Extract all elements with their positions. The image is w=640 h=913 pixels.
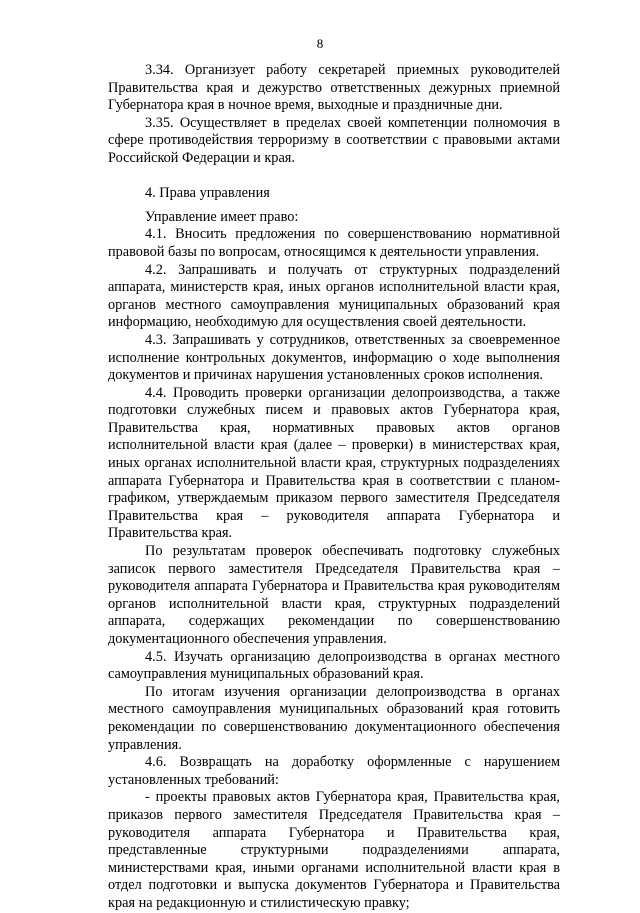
paragraph-3-35: 3.35. Осуществляет в пределах своей компетенции полномочия в сфере противодействия терроризму в соответствии с правовыми актами Российской Федерации и края.: [108, 114, 560, 166]
document-body: [108, 62, 560, 913]
paragraph-4-2: 4.2. Запрашивать и получать от структурных подразделений аппарата, министерств края, иных органов исполнительной власти края, органов местного самоуправления муниципальных образований края информацию, необходимую для осуществления своей деятельности.: [108, 261, 560, 331]
paragraph-4-6: 4.6. Возвращать на доработку оформленные с нарушением установленных требований:: [108, 754, 560, 788]
paragraph-4-4-results: По результатам проверок обеспечивать подготовку служебных записок первого заместителя Председателя Правительства края – руководителя аппарата Губернатора и Правительства края руководителям органов исполнительной власти края, структурных подразделений аппарата, содержащих рекомендации по совершенствованию документационного обеспечения управления.: [108, 543, 560, 647]
section-intro: Управление имеет право:: [145, 208, 299, 225]
paragraph-4-6-item: - проекты правовых актов Губернатора края, Правительства края, приказов первого заместителя Председателя Правительства края – руководителя аппарата Губернатора и Правительства края, представленные структурными подразделениями аппарата, министерствами края, иными органами исполнительной власти края в отдел подготовки и выпуска документов Губернатора и Правительства края на редакционную и стилистическую правку;: [108, 789, 560, 911]
paragraph-4-3: 4.3. Запрашивать у сотрудников, ответственных за своевременное исполнение контрольных документов, информацию о ходе выполнения документов и причинах нарушения установленных сроков исполнения.: [108, 331, 560, 384]
page-number: 8: [316, 36, 324, 51]
paragraph-4-5-results: По итогам изучения организации делопроизводства в органах местного самоуправления муниципальных образований края готовить рекомендации по совершенствованию документационного обеспечения управления.: [108, 683, 560, 753]
paragraph-4-1: 4.1. Вносить предложения по совершенствованию нормативной правовой базы по вопросам, относящимся к деятельности управления.: [108, 226, 560, 260]
paragraph-4-5: 4.5. Изучать организацию делопроизводства в органах местного самоуправления муниципальных образований края.: [108, 648, 560, 683]
section-heading-4: 4. Права управления: [145, 185, 270, 202]
paragraph-4-4: 4.4. Проводить проверки организации делопроизводства, а также подготовки служебных писем и правовых актов Губернатора края, Правительства края, нормативных правовых актов органов исполнительной власти края (далее – проверки) в министерствах края, иных органах исполнительной власти края, структурных подразделениях аппарата Губернатора и Правительства края в соответствии с планом-графиком, утверждаемым приказом первого заместителя Председателя Правительства края – руководителя аппарата Губернатора и Правительства края.: [108, 384, 560, 542]
paragraph-3-34: 3.34. Организует работу секретарей приемных руководителей Правительства края и дежурство ответственных дежурных приемной Губернатора края в ночное время, выходные и праздничные дни.: [108, 62, 560, 114]
